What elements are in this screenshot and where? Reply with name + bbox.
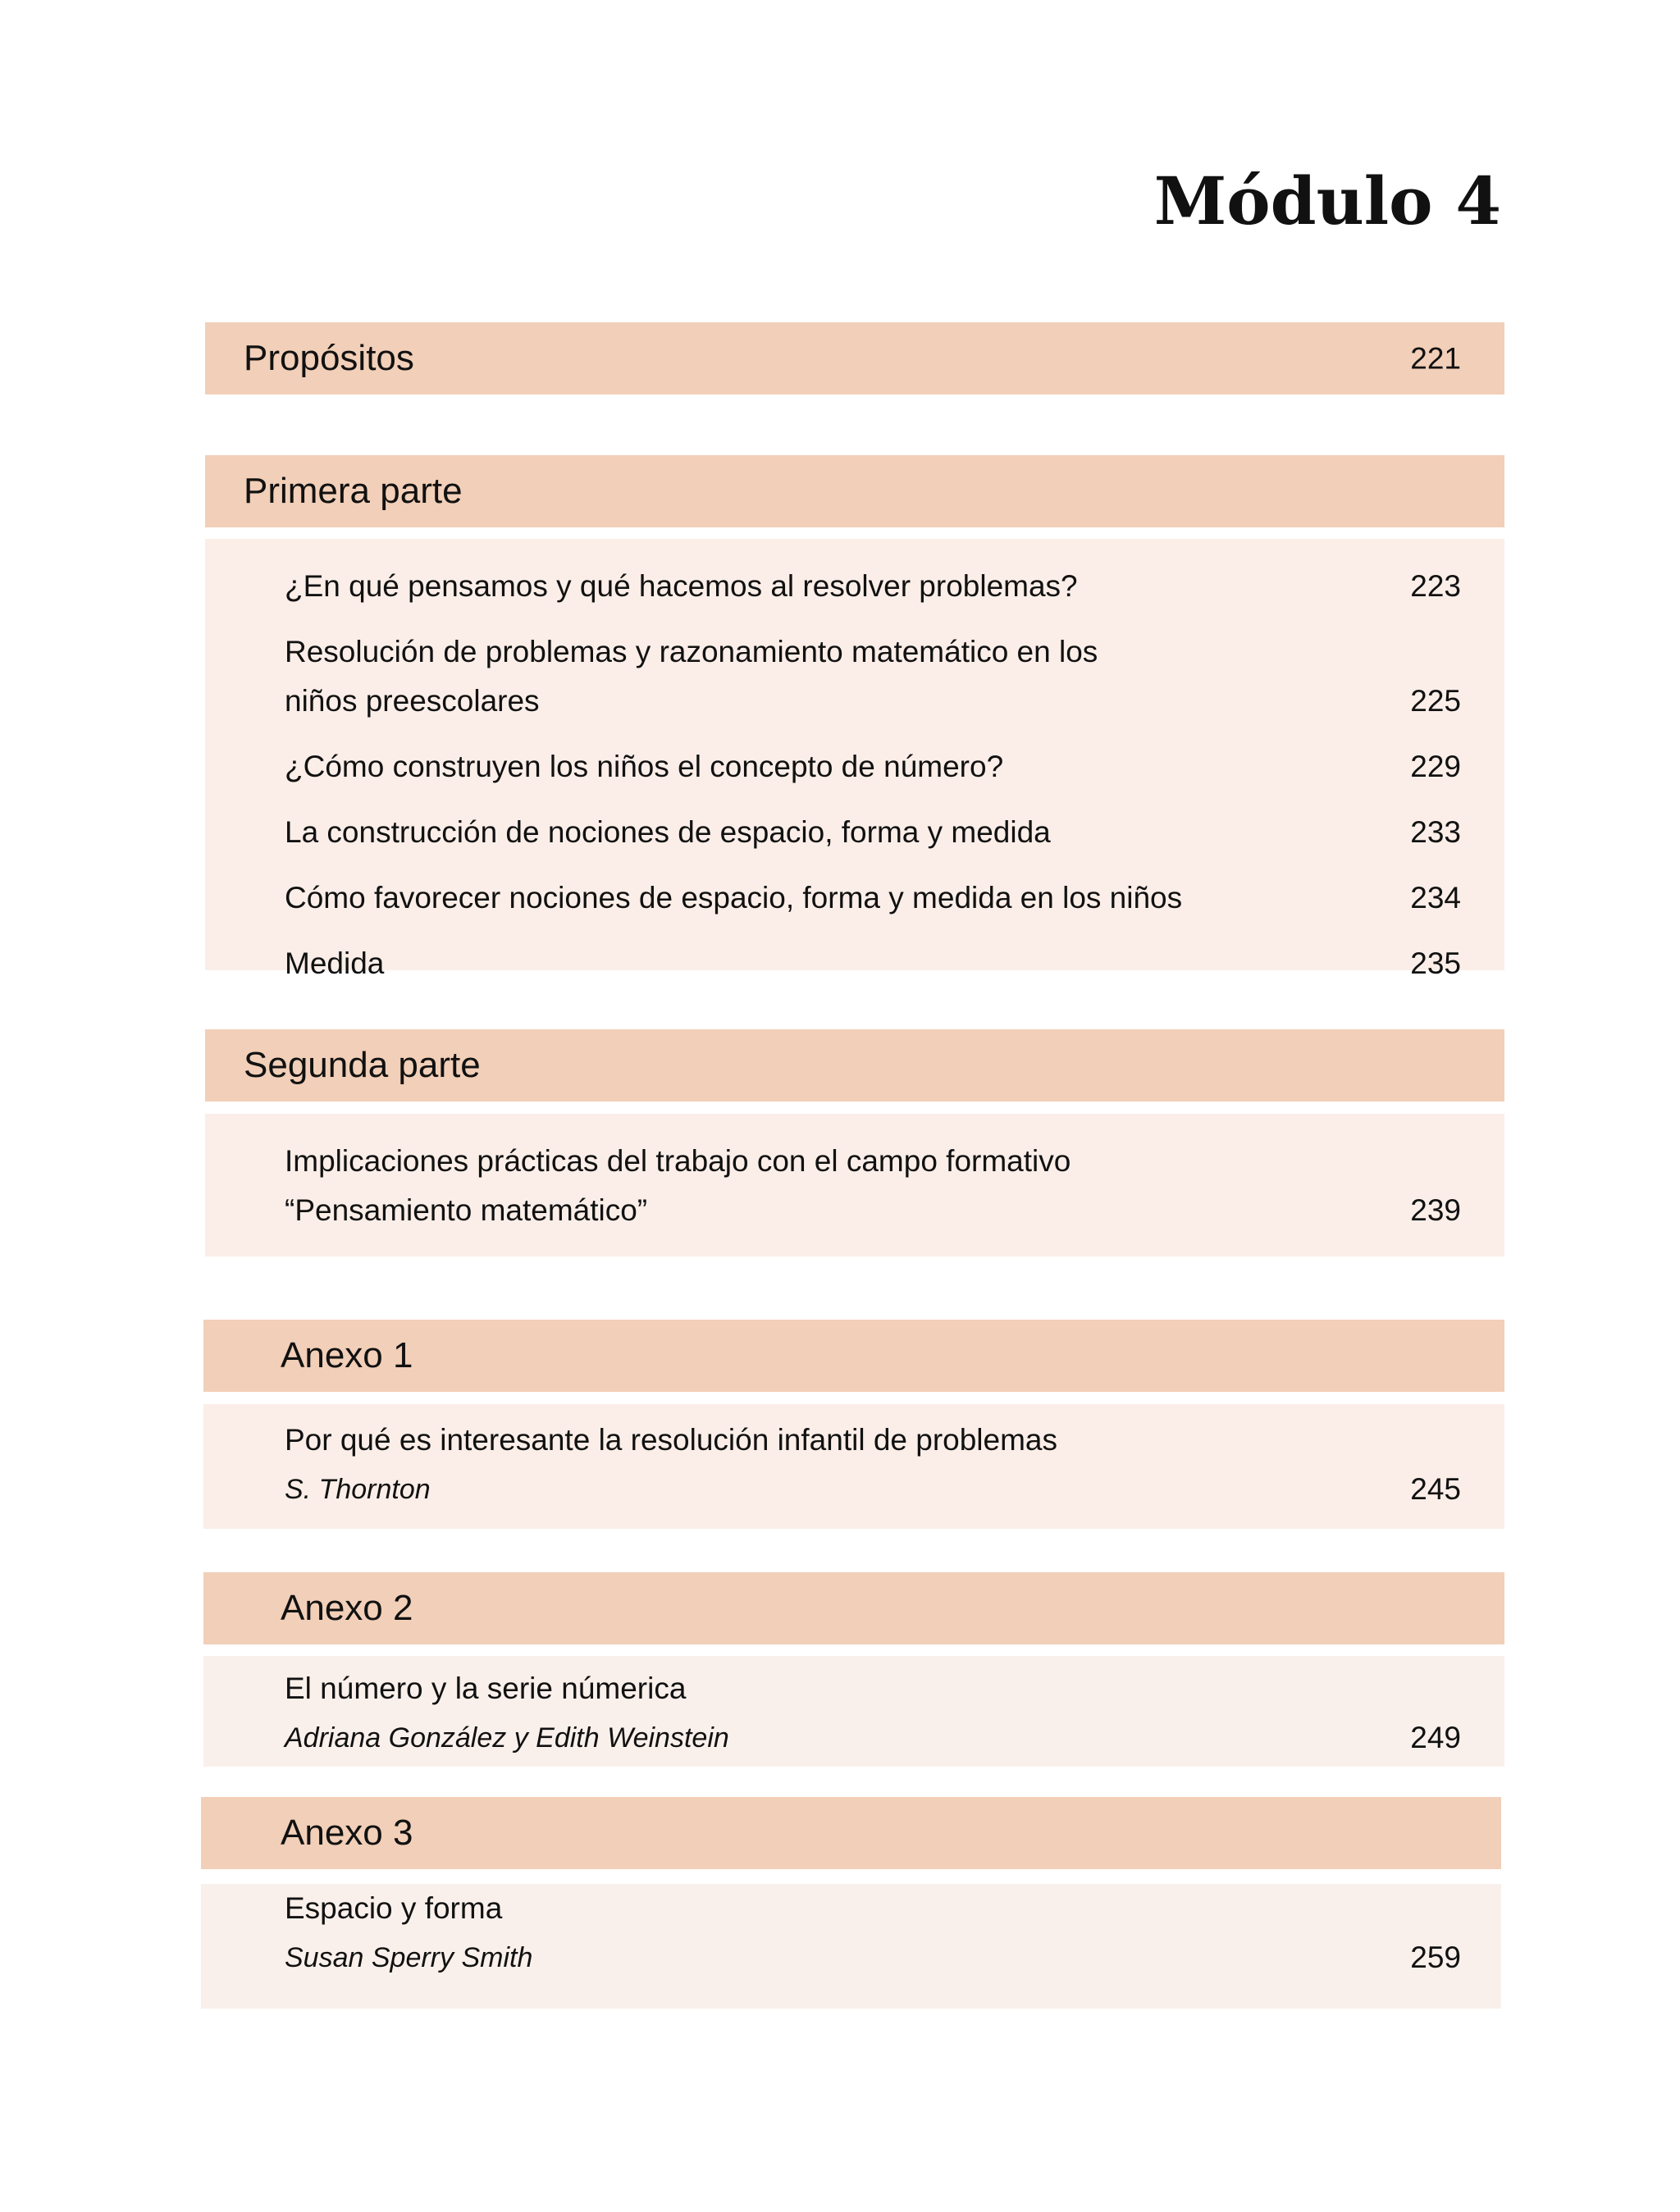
section-label: Propósitos (244, 338, 414, 378)
entry-title: Medida (285, 946, 385, 980)
toc-entry[interactable] (285, 873, 1461, 923)
section-label: Anexo 1 (281, 1335, 413, 1375)
entry-title: ¿En qué pensamos y qué hacemos al resolver problemas? (285, 569, 1078, 603)
section-label: Segunda parte (244, 1045, 481, 1085)
page-number: 225 (1410, 684, 1461, 718)
entry-title: Cómo favorecer nociones de espacio, forma y medida en los niños (285, 881, 1183, 914)
section-label: Anexo 2 (281, 1588, 413, 1628)
page-number: 239 (1410, 1193, 1461, 1227)
section-anexo-2 (203, 1572, 1504, 1644)
entry-title: El número y la serie númerica (285, 1672, 687, 1705)
section-label: Anexo 3 (281, 1813, 413, 1853)
section-primera-parte (205, 455, 1504, 527)
page-number: 233 (1410, 815, 1461, 849)
section-segunda-parte (205, 1029, 1504, 1101)
entry-title: Por qué es interesante la resolución infantil de problemas (285, 1423, 1058, 1457)
page-number: 234 (1410, 881, 1461, 914)
section-anexo-3 (201, 1797, 1501, 1869)
toc-entry[interactable] (285, 562, 1461, 611)
toc-entry[interactable] (285, 1884, 1461, 1982)
section-segunda-parte-entries (205, 1114, 1504, 1257)
entry-author: S. Thornton (285, 1474, 431, 1505)
section-primera-parte-entries (205, 539, 1504, 980)
entry-author: Adriana González y Edith Weinstein (285, 1722, 729, 1754)
page-number: 249 (1410, 1721, 1461, 1754)
toc-entry[interactable] (285, 1416, 1461, 1514)
entry-title-line-1: Implicaciones prácticas del trabajo con el campo formativo (285, 1144, 1071, 1178)
page-number: 245 (1410, 1472, 1461, 1506)
entry-title: Espacio y forma (285, 1891, 503, 1925)
page-number: 229 (1410, 750, 1461, 783)
entry-author: Susan Sperry Smith (285, 1942, 533, 1973)
section-anexo-2-entries (203, 1656, 1504, 1767)
entry-title: La construcción de nociones de espacio, forma y medida (285, 815, 1051, 849)
page-number: 221 (1410, 341, 1461, 376)
section-propositos[interactable] (205, 322, 1504, 395)
toc-entry[interactable] (285, 742, 1461, 791)
entry-title: ¿Cómo construyen los niños el concepto de número? (285, 750, 1004, 783)
entry-title-line-2: “Pensamiento matemático” (285, 1193, 648, 1227)
section-anexo-1 (203, 1320, 1504, 1392)
toc-entry[interactable] (285, 1137, 1461, 1235)
entry-title-line-1: Resolución de problemas y razonamiento matemático en los (285, 635, 1098, 668)
toc-entry[interactable] (285, 939, 1461, 988)
page-number: 223 (1410, 569, 1461, 603)
page-number: 259 (1410, 1941, 1461, 1974)
section-anexo-3-entries (201, 1884, 1501, 2009)
section-label: Primera parte (244, 471, 463, 511)
section-anexo-1-entries (203, 1404, 1504, 1529)
page-title: Módulo 4 (1153, 162, 1501, 239)
page-number: 235 (1410, 946, 1461, 980)
toc-entry[interactable] (285, 808, 1461, 857)
entry-title-line-2: niños preescolares (285, 684, 540, 718)
toc-entry[interactable] (285, 627, 1461, 726)
toc-entry[interactable] (285, 1664, 1461, 1763)
